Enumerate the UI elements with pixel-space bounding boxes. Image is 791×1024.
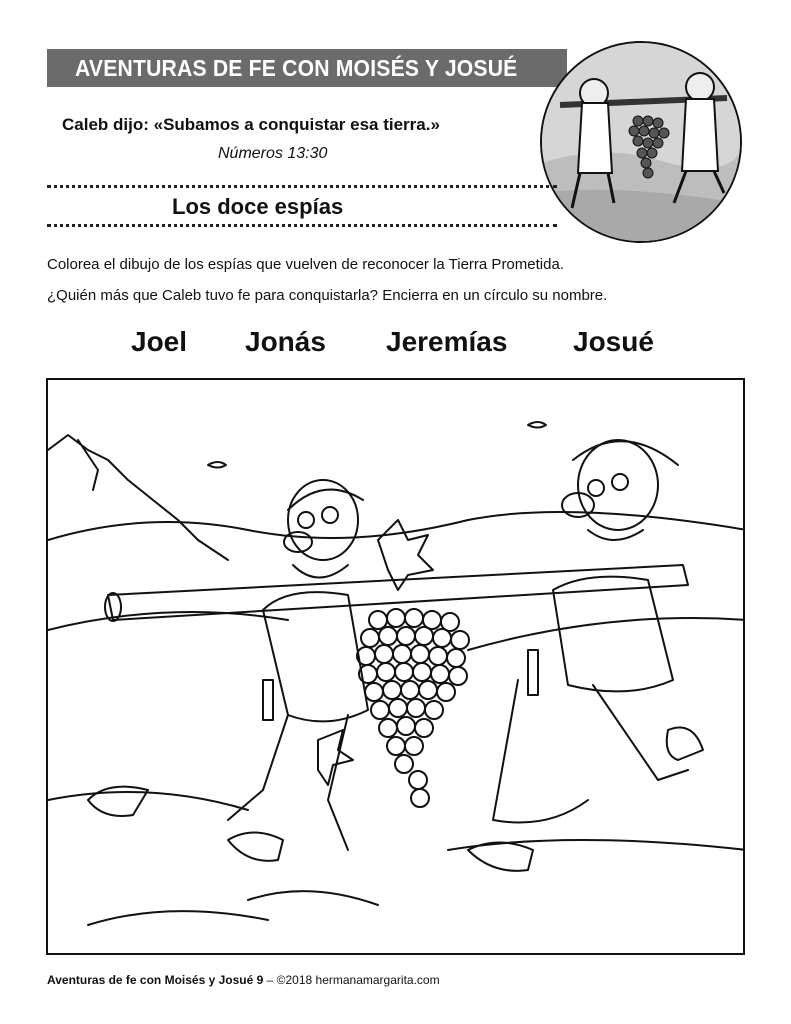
instruction-color: Colorea el dibujo de los espías que vuelven de reconocer la Tierra Prometida. (47, 256, 564, 273)
dotted-divider-bottom (47, 224, 557, 227)
spies-with-grapes-line-art (48, 380, 745, 955)
section-title: Los doce espías (172, 194, 344, 219)
name-choice-jeremias[interactable]: Jeremías (386, 326, 508, 357)
footer-separator: – (263, 973, 277, 987)
title-banner (47, 49, 567, 87)
name-choice-joel[interactable]: Joel (131, 326, 188, 357)
medallion-spies-icon (542, 43, 740, 241)
verse-quote: Caleb dijo: «Subamos a conquistar esa tierra.» (62, 115, 440, 134)
footer-book-title: Aventuras de fe con Moisés y Josué 9 (47, 973, 264, 987)
footer-copyright: ©2018 hermanamargarita.com (276, 973, 440, 987)
instruction-circle-name: ¿Quién más que Caleb tuvo fe para conquistarla? Encierra en un círculo su nombre. (47, 287, 608, 304)
medallion-illustration (540, 41, 742, 243)
dotted-divider-top (47, 185, 557, 188)
verse-reference: Números 13:30 (218, 145, 328, 162)
page-footer (47, 973, 440, 987)
series-title: AVENTURAS DE FE CON MOISÉS Y JOSUÉ (75, 55, 518, 81)
coloring-frame[interactable] (46, 378, 745, 955)
name-choice-josue[interactable]: Josué (573, 326, 654, 357)
name-choice-jonas[interactable]: Jonás (245, 326, 326, 357)
